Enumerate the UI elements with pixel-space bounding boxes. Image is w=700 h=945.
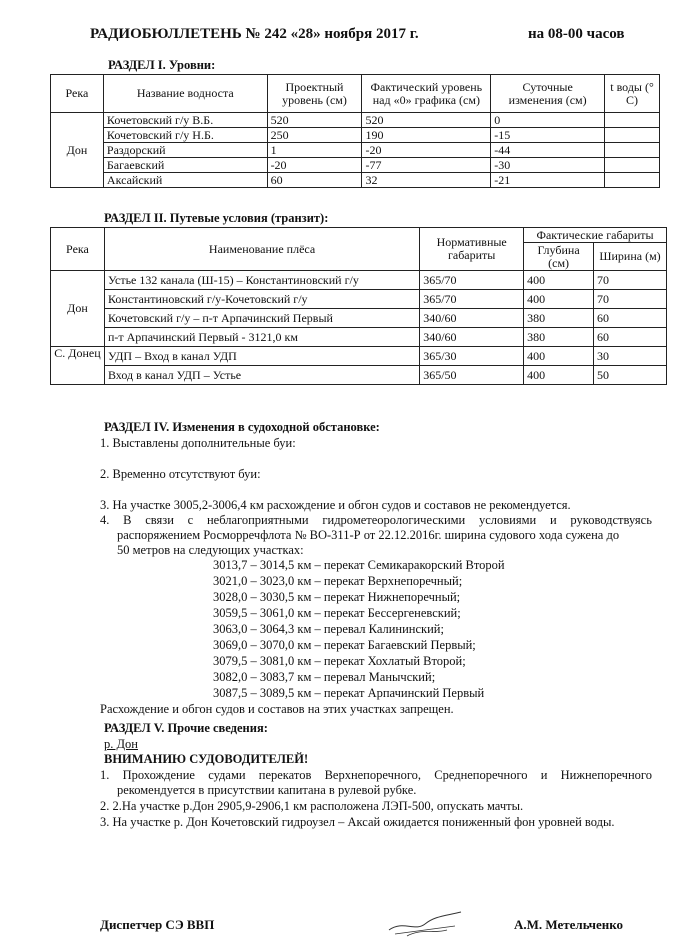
change-cell: -44 — [491, 143, 605, 158]
station-cell: Аксайский — [103, 173, 267, 188]
station-cell: Раздорский — [103, 143, 267, 158]
word: Нижнепоречного — [560, 768, 652, 782]
width-cell: 60 — [594, 328, 667, 347]
stretch-line: 3087,5 – 3089,5 км – перекат Арпачинский Первый — [213, 686, 485, 700]
depth-cell: 380 — [524, 309, 594, 328]
temp-cell — [605, 128, 660, 143]
table-row — [51, 290, 667, 309]
stretch-cell: Кочетовский г/у – п-т Арпачинский Первый — [104, 309, 419, 328]
station-cell: Кочетовский г/у В.Б. — [103, 113, 267, 128]
signatory-name: А.М. Метельченко — [514, 917, 624, 932]
section5-item2: 2. 2.На участке р.Дон 2905,9-2906,1 км расположена ЛЭП-500, опускать мачты. — [100, 799, 524, 813]
stretch-line: 3082,0 – 3083,7 км – перевал Манычский; — [213, 670, 436, 684]
width-cell: 50 — [594, 366, 667, 385]
section4-item2: 2. Временно отсутствуют буи: — [100, 467, 261, 481]
section5-item3: 3. На участке р. Дон Кочетовский гидроузел – Аксай ожидается пониженный фон уровней воды. — [100, 815, 615, 829]
col-project-level: Проектный уровень (см) — [267, 75, 362, 113]
actual-cell: 32 — [362, 173, 491, 188]
stretch-cell: п-т Арпачинский Первый - 3121,0 км — [104, 328, 419, 347]
col-width: Ширина (м) — [594, 243, 667, 271]
depth-cell: 400 — [524, 290, 594, 309]
col-actual-level: Фактический уровень над «0» графика (см) — [362, 75, 491, 113]
word: с — [187, 513, 194, 527]
temp-cell — [605, 113, 660, 128]
norm-cell: 365/70 — [420, 290, 524, 309]
norm-cell: 365/70 — [420, 271, 524, 290]
route-header-row — [51, 228, 667, 243]
stretch-cell: Константиновский г/у-Кочетовский г/у — [104, 290, 419, 309]
actual-cell: -20 — [362, 143, 491, 158]
word: перекатов — [258, 768, 312, 782]
word: условиями — [478, 513, 537, 527]
word: Среднепоречного — [434, 768, 528, 782]
col-water-temp: t воды (° С) — [605, 75, 660, 113]
width-cell: 70 — [594, 290, 667, 309]
section5-heading: РАЗДЕЛ V. Прочие сведения: — [104, 721, 268, 735]
width-cell: 60 — [594, 309, 667, 328]
river-cell: С. Донец — [51, 347, 105, 385]
stretch-cell: Устье 132 канала (Ш-15) – Константиновский г/у — [104, 271, 419, 290]
section1-heading: РАЗДЕЛ I. Уровни: — [108, 58, 216, 72]
section5-river: р. Дон — [104, 737, 138, 751]
word: 4. — [100, 513, 110, 527]
dispatcher-label: Диспетчер СЭ ВВП — [100, 917, 215, 932]
word: судами — [208, 768, 246, 782]
levels-header-row — [51, 75, 660, 113]
actual-cell: -77 — [362, 158, 491, 173]
station-cell: Кочетовский г/у Н.Б. — [103, 128, 267, 143]
norm-cell: 365/50 — [420, 366, 524, 385]
table-row — [51, 173, 660, 188]
actual-cell: 520 — [362, 113, 491, 128]
change-cell: -30 — [491, 158, 605, 173]
actual-cell: 190 — [362, 128, 491, 143]
stretch-line: 3069,0 – 3070,0 км – перекат Багаевский Первый; — [213, 638, 476, 652]
stretch-line: 3021,0 – 3023,0 км – перекат Верхнепоречный; — [213, 574, 463, 588]
stretch-cell: Вход в канал УДП – Устье — [104, 366, 419, 385]
levels-table — [50, 74, 660, 188]
signature-scribble — [385, 906, 465, 938]
stretch-line: 3063,0 – 3064,3 км – перевал Калининский; — [213, 622, 444, 636]
word: руководствуясь — [570, 513, 652, 527]
depth-cell: 400 — [524, 271, 594, 290]
table-row — [51, 328, 667, 347]
col-fact-dims: Фактические габариты — [524, 228, 667, 243]
attention-heading: ВНИМАНИЮ СУДОВОДИТЕЛЕЙ! — [104, 752, 309, 766]
depth-cell: 400 — [524, 366, 594, 385]
bulletin-title: РАДИОБЮЛЛЕТЕНЬ № 242 «28» ноября 2017 г. — [90, 26, 419, 42]
word: В — [123, 513, 132, 527]
depth-cell: 400 — [524, 347, 594, 366]
section4-item4-line3: 50 метров на следующих участках: — [117, 543, 304, 557]
word: Верхнепоречного, — [324, 768, 422, 782]
temp-cell — [605, 143, 660, 158]
width-cell: 30 — [594, 347, 667, 366]
project-cell: 520 — [267, 113, 362, 128]
norm-cell: 340/60 — [420, 309, 524, 328]
word: 1. — [100, 768, 110, 782]
section4-heading: РАЗДЕЛ IV. Изменения в судоходной обстановке: — [104, 420, 380, 434]
section4-closing: Расхождение и обгон судов и составов на этих участках запрещен. — [100, 702, 454, 716]
stretch-line: 3028,0 – 3030,5 км – перекат Нижнепоречный; — [213, 590, 461, 604]
col-norm-dims: Нормативные габариты — [420, 228, 524, 271]
col-stretch-name: Наименование плёса — [104, 228, 419, 271]
table-row — [51, 143, 660, 158]
col-river: Река — [51, 228, 105, 271]
col-depth: Глубина (см) — [524, 243, 594, 271]
temp-cell — [605, 173, 660, 188]
col-daily-change: Суточные изменения (см) — [491, 75, 605, 113]
river-cell: Дон — [51, 271, 105, 347]
bulletin-time: на 08-00 часов — [528, 26, 625, 42]
change-cell: 0 — [491, 113, 605, 128]
table-row — [51, 366, 667, 385]
stretch-cell: УДП – Вход в канал УДП — [104, 347, 419, 366]
stretch-line: 3079,5 – 3081,0 км – перекат Хохлатый Второй; — [213, 654, 466, 668]
norm-cell: 365/30 — [420, 347, 524, 366]
table-row — [51, 128, 660, 143]
word: Прохождение — [122, 768, 195, 782]
table-row — [51, 271, 667, 290]
river-cell: Дон — [51, 113, 104, 188]
col-river: Река — [51, 75, 104, 113]
word: гидрометеорологическими — [322, 513, 466, 527]
table-row — [51, 309, 667, 328]
section4-item1: 1. Выставлены дополнительные буи: — [100, 436, 296, 450]
temp-cell — [605, 158, 660, 173]
route-table — [50, 227, 667, 385]
word: связи — [145, 513, 174, 527]
change-cell: -15 — [491, 128, 605, 143]
stretch-line: 3013,7 – 3014,5 км – перекат Семикаракорский Второй — [213, 558, 505, 572]
width-cell: 70 — [594, 271, 667, 290]
section4-item3: 3. На участке 3005,2-3006,4 км расхождение и обгон судов и составов не рекомендуется. — [100, 498, 571, 512]
section5-item1-line2: рекомендуется в присутствии капитана в рулевой рубке. — [117, 783, 417, 797]
depth-cell: 380 — [524, 328, 594, 347]
section4-item4-line1 — [100, 513, 652, 528]
project-cell: 60 — [267, 173, 362, 188]
change-cell: -21 — [491, 173, 605, 188]
project-cell: 250 — [267, 128, 362, 143]
word: неблагоприятными — [206, 513, 309, 527]
table-row — [51, 158, 660, 173]
project-cell: -20 — [267, 158, 362, 173]
station-cell: Багаевский — [103, 158, 267, 173]
word: и — [549, 513, 557, 527]
stretch-line: 3059,5 – 3061,0 км – перекат Бессергеневский; — [213, 606, 461, 620]
project-cell: 1 — [267, 143, 362, 158]
section4-item4-line2: распоряжением Росморречфлота № ВО-311-Р от 22.12.2016г. ширина судового хода сужена до — [117, 528, 620, 542]
table-row — [51, 347, 667, 366]
section5-item1-line1 — [100, 768, 652, 783]
section2-heading: РАЗДЕЛ II. Путевые условия (транзит): — [104, 211, 329, 225]
col-station: Название водноста — [103, 75, 267, 113]
norm-cell: 340/60 — [420, 328, 524, 347]
table-row — [51, 113, 660, 128]
word: и — [540, 768, 548, 782]
